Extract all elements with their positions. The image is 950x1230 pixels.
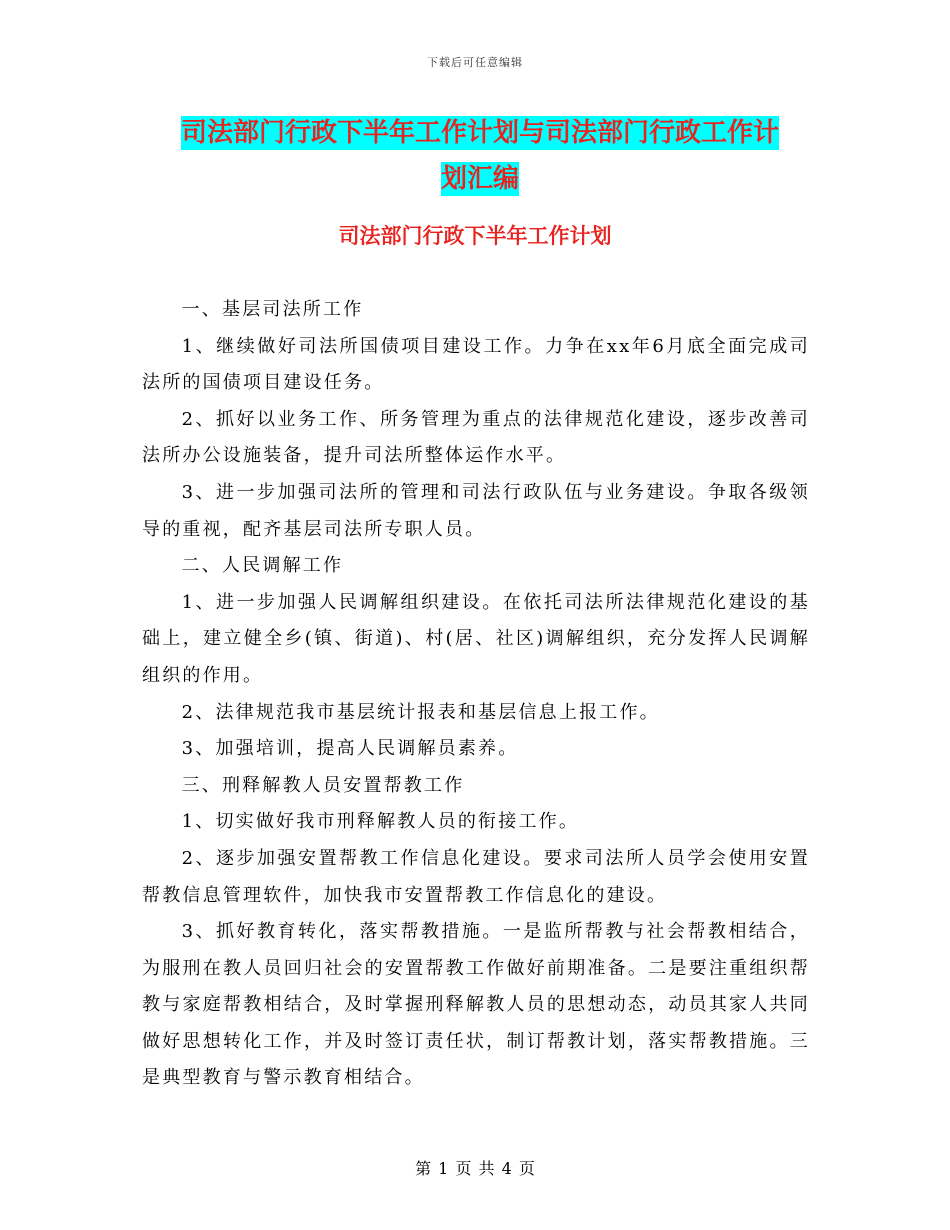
page-footer: 第 1 页 共 4 页 [415,1159,535,1178]
document-title [140,110,820,202]
paragraph: 2、抓好以业务工作、所务管理为重点的法律规范化建设，逐步改善司法所办公设施装备，提升司法所整体运作水平。 [142,408,810,467]
paragraph: 2、法律规范我市基层统计报表和基层信息上报工作。 [181,701,660,723]
paragraph: 3、抓好教育转化，落实帮教措施。一是监所帮教与社会帮教相结合，为服刑在教人员回归社会的安置帮教工作做好前期准备。二是要注重组织帮教与家庭帮教相结合，及时掌握刑释解教人员的思想动态，动员其家人共同做好思想转化工作，并及时签订责任状，制订帮教计划，落实帮教措施。三是典型教育与警示教育相结合。 [142,921,810,1089]
paragraph: 二、人民调解工作 [181,555,344,577]
paragraph: 3、进一步加强司法所的管理和司法行政队伍与业务建设。争取各级领导的重视，配齐基层司法所专职人员。 [142,481,810,540]
body-text [142,292,810,1097]
title-line-2: 划汇编 [440,164,519,194]
header-note: 下载后可任意编辑 [427,56,523,69]
section-title: 司法部门行政下半年工作计划 [338,224,612,248]
paragraph: 3、加强培训，提高人民调解员素养。 [181,738,519,760]
paragraph: 三、刑释解教人员安置帮教工作 [181,774,465,796]
paragraph: 2、逐步加强安置帮教工作信息化建设。要求司法所人员学会使用安置帮教信息管理软件，加快我市安置帮教工作信息化的建设。 [142,847,810,906]
paragraph: 一、基层司法所工作 [181,299,364,320]
paragraph: 1、进一步加强人民调解组织建设。在依托司法所法律规范化建设的基础上，建立健全乡(镇、街道)、村(居、社区)调解组织，充分发挥人民调解组织的作用。 [142,591,810,686]
title-line-1: 司法部门行政下半年工作计划与司法部门行政工作计 [180,118,779,148]
paragraph: 1、切实做好我市刑释解教人员的衔接工作。 [181,811,580,833]
paragraph: 1、继续做好司法所国债项目建设工作。力争在xx年6月底全面完成司法所的国债项目建设任务。 [142,335,810,394]
